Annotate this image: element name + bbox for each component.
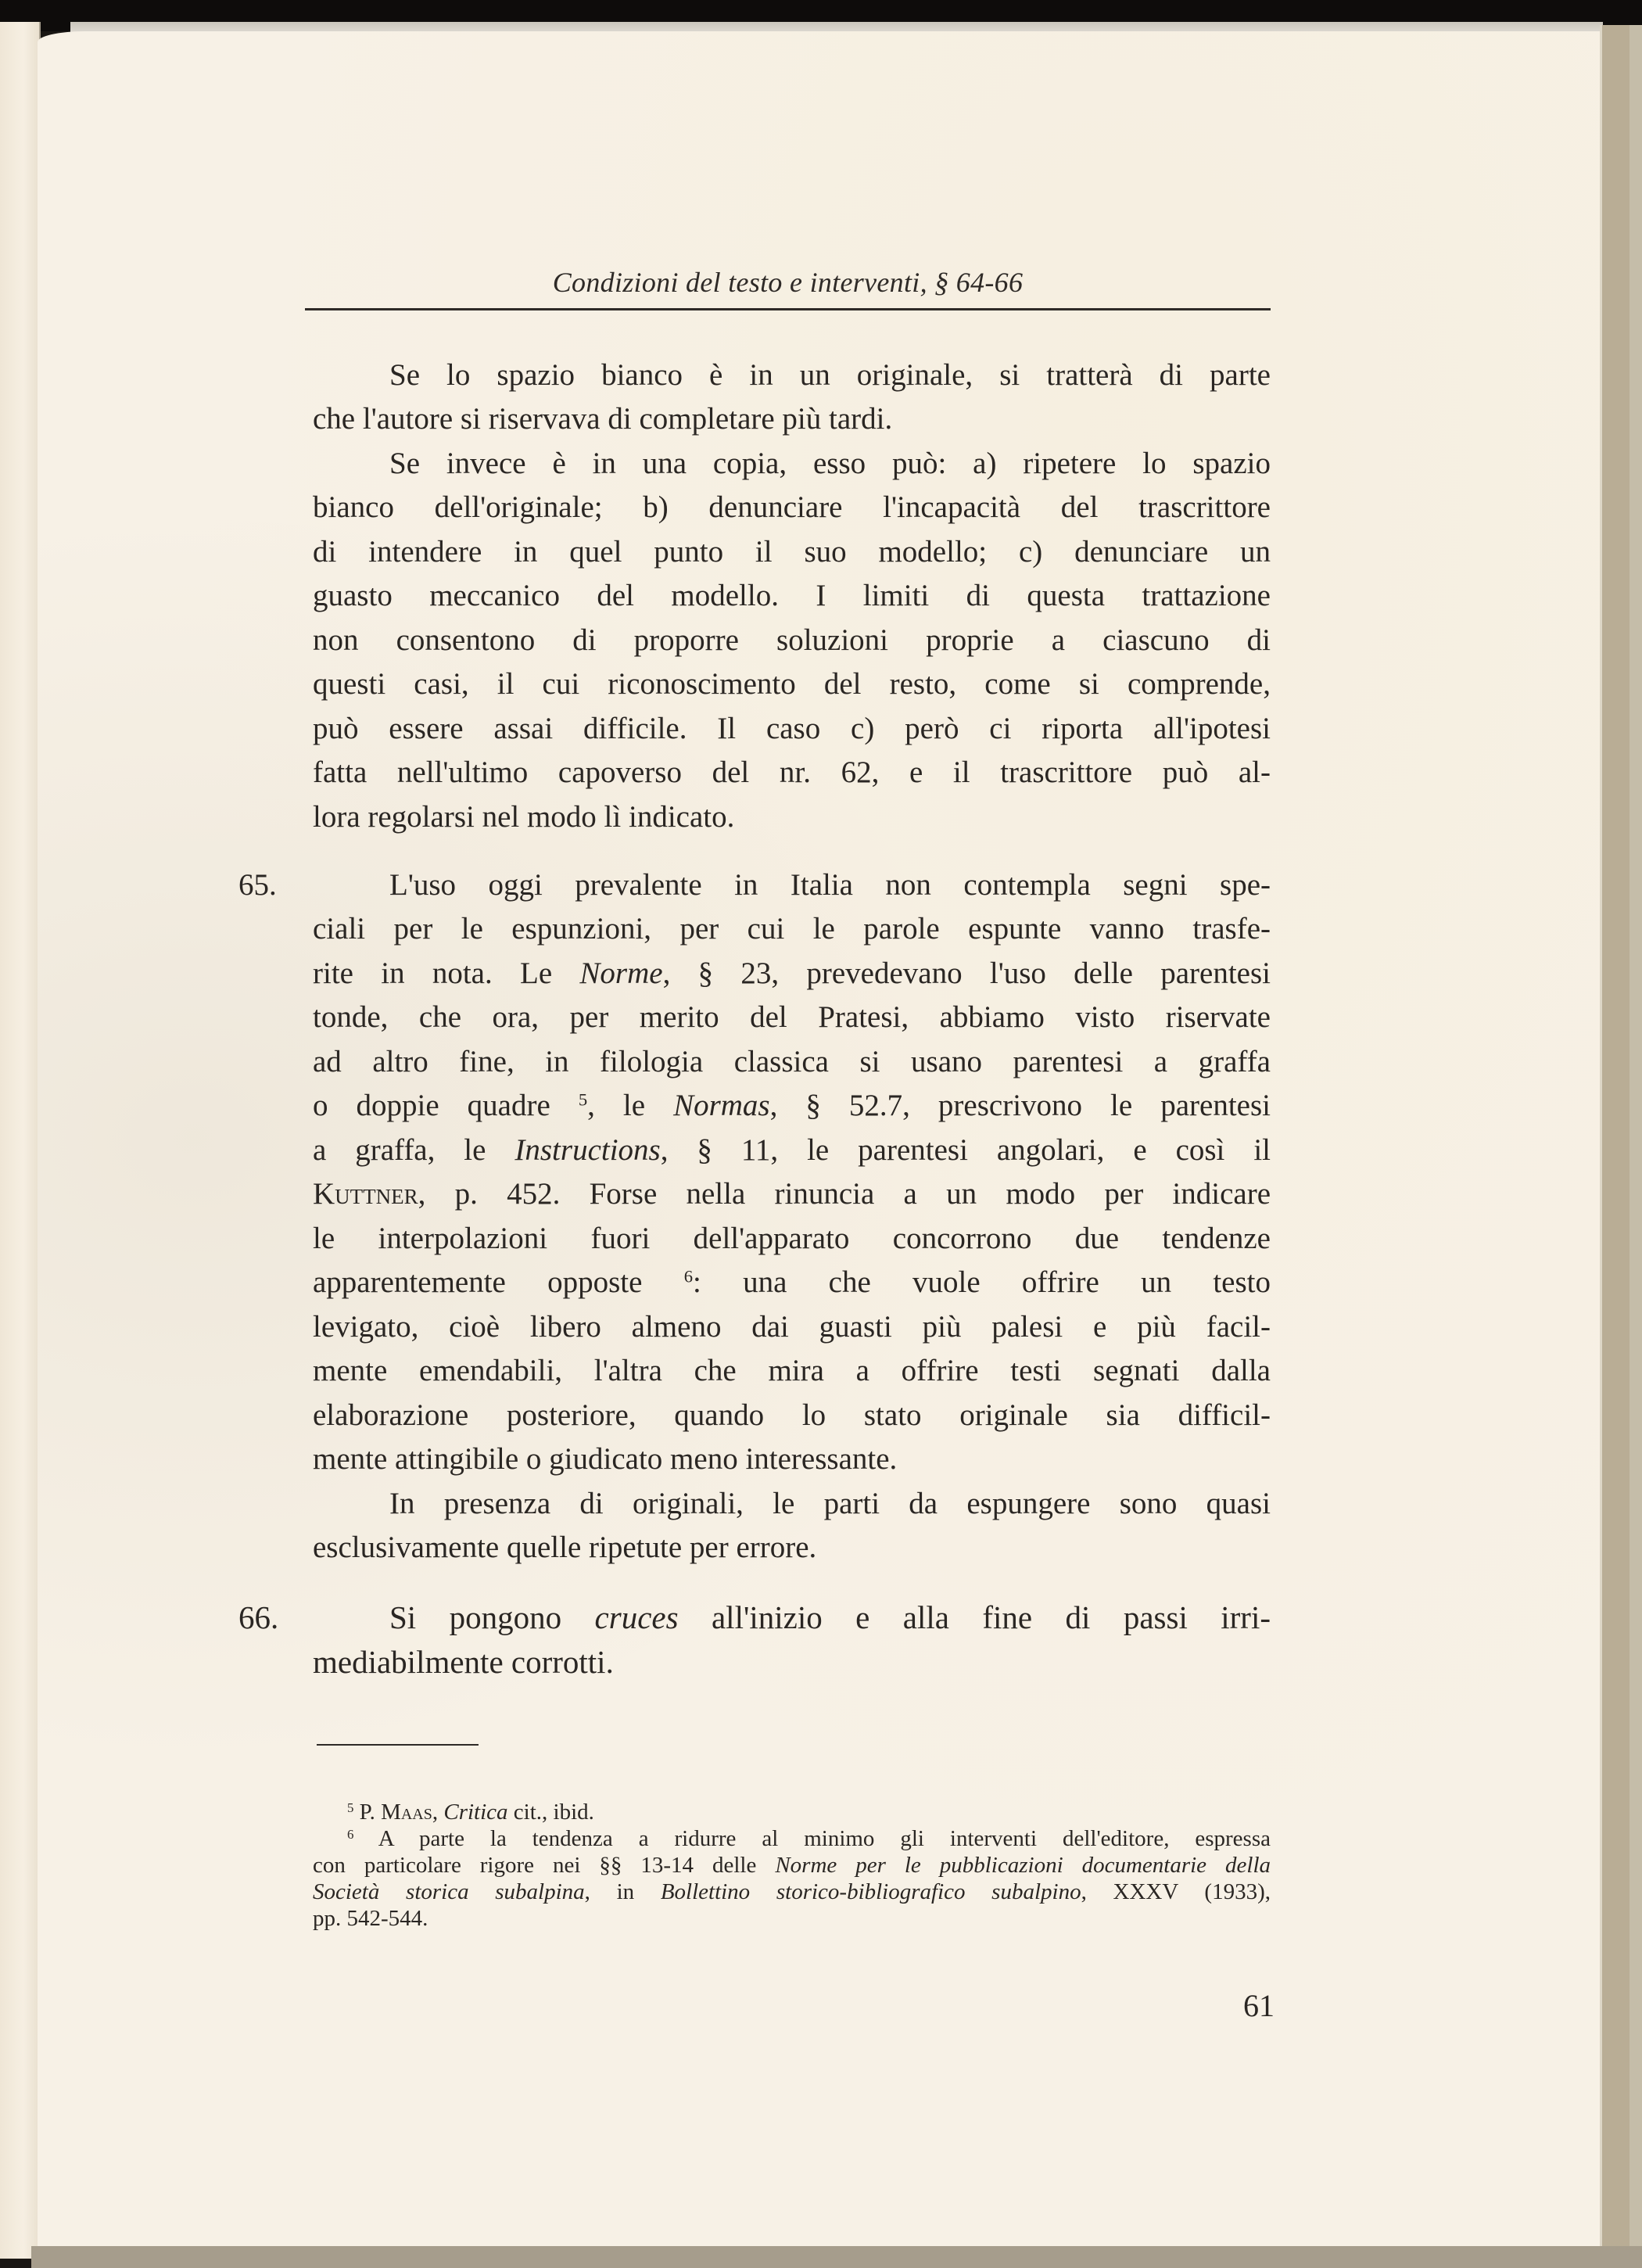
- text: , § 52.7, prescrivono le parentesi: [769, 1089, 1271, 1122]
- body-line: non consentono di proporre soluzioni proprie a ciascuno di: [313, 623, 1271, 657]
- footnote-mark: 5: [347, 1800, 354, 1815]
- text: o doppie quadre: [313, 1089, 579, 1122]
- text: P.: [353, 1800, 382, 1825]
- body-line: L'uso oggi prevalente in Italia non contempla segni spe-: [389, 868, 1271, 902]
- footnote-6: [313, 1825, 1271, 1852]
- section-number-65: 65.: [238, 868, 277, 902]
- footnote-rule: [317, 1744, 479, 1746]
- body-line: levigato, cioè libero almeno dai guasti più palesi e più facil-: [313, 1310, 1271, 1344]
- body-line: [313, 1129, 1271, 1172]
- body-line: ad altro fine, in filologia classica si usano parentesi a graffa: [313, 1045, 1271, 1078]
- text: apparentemente opposte: [313, 1265, 684, 1299]
- text: Si pongono: [389, 1599, 595, 1635]
- text: cit., ibid.: [507, 1800, 594, 1825]
- italic-term: cruces: [594, 1599, 679, 1635]
- body-line: [313, 1172, 1271, 1216]
- body-line: esclusivamente quelle ripetute per errore.: [313, 1531, 817, 1564]
- body-line: ciali per le espunzioni, per cui le parole espunte vanno trasfe-: [313, 912, 1271, 946]
- italic-title: Normas: [673, 1089, 770, 1122]
- text: rite in nota. Le: [313, 956, 580, 990]
- running-head: Condizioni del testo e interventi, § 64-66: [552, 267, 1024, 298]
- text: A parte la tendenza a ridurre al minimo gli interventi dell'editore, espressa: [353, 1826, 1271, 1851]
- author-name: Kuttner: [313, 1177, 418, 1211]
- footnote-ref-5[interactable]: 5: [578, 1089, 588, 1110]
- italic-title: Instructions: [514, 1133, 661, 1167]
- body-line: In presenza di originali, le parti da espungere sono quasi: [389, 1487, 1271, 1520]
- body-line: questi casi, il cui riconoscimento del resto, come si comprende,: [313, 667, 1271, 701]
- body-line: può essere assai difficile. Il caso c) però ci riporta all'ipotesi: [313, 712, 1271, 745]
- body-line: mente attingibile o giudicato meno interessante.: [313, 1442, 898, 1476]
- body-line: elaborazione posteriore, quando lo stato originale sia difficil-: [313, 1398, 1271, 1432]
- text: , in: [584, 1879, 661, 1904]
- text: , le: [587, 1089, 674, 1122]
- body-line: mediabilmente corrotti.: [313, 1644, 614, 1680]
- italic-title: Critica: [443, 1800, 508, 1825]
- body-line: di intendere in quel punto il suo modello; c) denunciare un: [313, 535, 1271, 569]
- text: , § 11, le parentesi angolari, e così il: [660, 1133, 1271, 1167]
- italic-title: Norme per le pubblicazioni documentarie della: [775, 1853, 1271, 1878]
- footnote-ref-6[interactable]: 6: [683, 1266, 693, 1287]
- footnote-line: [313, 1879, 1271, 1905]
- body-line: le interpolazioni fuori dell'apparato concorrono due tendenze: [313, 1222, 1271, 1255]
- text: con particolare rigore nei §§ 13-14 delle: [313, 1853, 776, 1878]
- text: : una che vuole offrire un testo: [693, 1265, 1271, 1299]
- header-rule: [305, 308, 1271, 310]
- body-line: tonde, che ora, per merito del Pratesi, abbiamo visto riservate: [313, 1000, 1271, 1034]
- section-number-66: 66.: [238, 1599, 279, 1635]
- italic-title: Norme: [579, 956, 663, 990]
- body-line: mente emendabili, l'altra che mira a offrire testi segnati dalla: [313, 1354, 1271, 1387]
- body-line: Se invece è in una copia, esso può: a) ripetere lo spazio: [389, 447, 1271, 480]
- body-line: [313, 1084, 1271, 1128]
- text: , § 23, prevedevano l'uso delle parentesi: [662, 956, 1271, 990]
- body-line: che l'autore si riservava di completare più tardi.: [313, 402, 893, 436]
- text: , p. 452. Forse nella rinuncia a un modo per indicare: [418, 1177, 1271, 1211]
- text: ,: [432, 1800, 444, 1825]
- body-line: bianco dell'originale; b) denunciare l'incapacità del trascrittore: [313, 490, 1271, 524]
- body-line: fatta nell'ultimo capoverso del nr. 62, e il trascrittore può al-: [313, 755, 1271, 789]
- text: all'inizio e alla fine di passi irri-: [678, 1599, 1271, 1635]
- footnote-mark: 6: [347, 1826, 354, 1842]
- body-line: [313, 1595, 1271, 1639]
- text: a graffa, le: [313, 1133, 515, 1167]
- author-name: Maas: [381, 1800, 432, 1825]
- body-line: [313, 1261, 1271, 1304]
- body-line: guasto meccanico del modello. I limiti di questa trattazione: [313, 579, 1271, 612]
- page-number: 61: [1243, 1988, 1275, 2023]
- italic-title: Società storica subalpina: [313, 1879, 585, 1904]
- body-line: [313, 952, 1271, 996]
- footnote-line: [313, 1852, 1271, 1879]
- footnote-line: pp. 542-544.: [313, 1906, 428, 1931]
- italic-title: Bollettino storico-bibliografico subalpino: [660, 1879, 1081, 1904]
- body-line: Se lo spazio bianco è in un originale, si tratterà di parte: [389, 358, 1271, 392]
- body-line: lora regolarsi nel modo lì indicato.: [313, 800, 735, 834]
- footnote-5: [313, 1799, 1271, 1825]
- text: , XXXV (1933),: [1081, 1879, 1271, 1904]
